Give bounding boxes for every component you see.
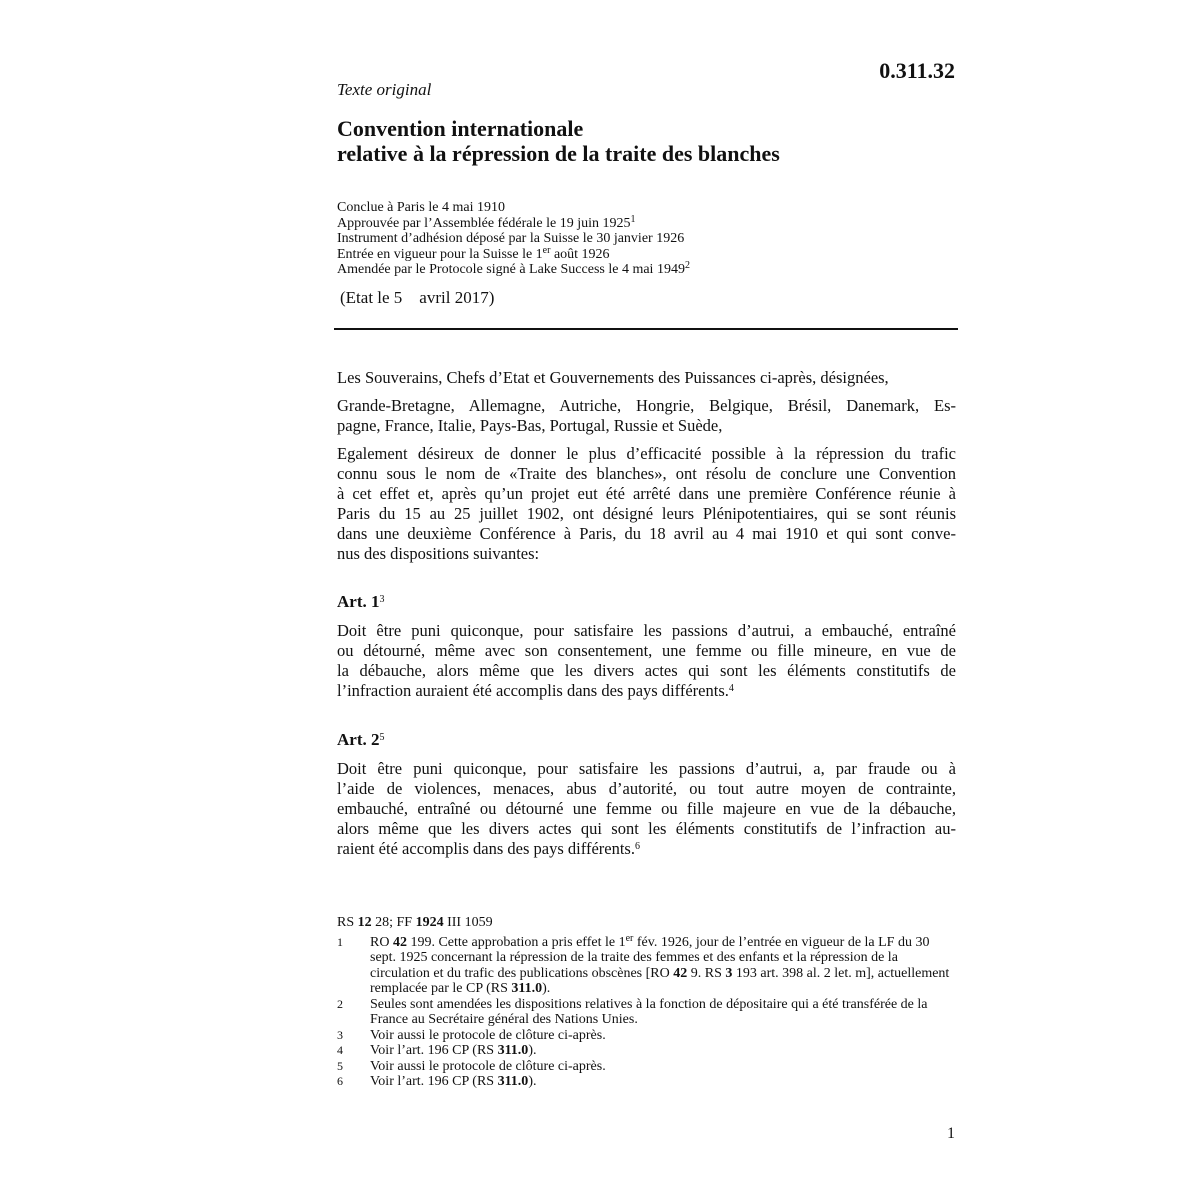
preamble-p3-line-2: connu sous le nom de «Traite des blanches», ont résolu de conclure une Convention (337, 464, 956, 483)
title-line-1: Convention internationale (337, 116, 584, 141)
footnote-2-number: 2 (337, 996, 343, 1011)
rs-bold-1: 12 (357, 915, 372, 930)
article-1-line-4-text: l’infraction auraient été accomplis dans des pays différents. (337, 681, 729, 700)
footnote-2-text: Seules sont amendées les dispositions relatives à la fonction de dépositaire qui a été transférée de la France au Secrétaire général des Nations Unies. (370, 996, 928, 1027)
article-1-line-1: Doit être puni quiconque, pour satisfaire les passions d’autrui, a embauché, entraîné (337, 621, 956, 640)
footnote-1 (337, 932, 957, 997)
article-2-line-2: l’aide de violences, menaces, abus d’autorité, ou tout autre moyen de contrainte, (337, 779, 956, 798)
article-2-heading-text: Art. 2 (337, 730, 380, 749)
meta-entry-post: août 1926 (550, 246, 610, 262)
meta-entry-into-force (337, 244, 690, 263)
footnote-6-text: Voir l’art. 196 CP (RS 311.0). (370, 1074, 537, 1089)
footnote-6 (337, 1074, 957, 1090)
footnote-5-text: Voir aussi le protocole de clôture ci-après. (370, 1058, 606, 1074)
article-2-line-5 (337, 839, 956, 859)
title-line-2: relative à la répression de la traite des blanches (337, 141, 780, 166)
document-number: 0.311.32 (879, 58, 955, 83)
article-2-line-3: embauché, entraîné ou détourné une femme ou fille majeure en vue de la débauche, (337, 799, 956, 818)
meta-approved (337, 213, 690, 232)
meta-amended (337, 262, 690, 278)
document-metadata (337, 200, 690, 278)
preamble-p2-line-1: Grande-Bretagne, Allemagne, Autriche, Hongrie, Belgique, Brésil, Danemark, Es- (337, 396, 956, 415)
footnote-ref-3[interactable]: 3 (379, 594, 385, 605)
footnote-3-text: Voir aussi le protocole de clôture ci-après. (370, 1027, 606, 1043)
document-title (337, 116, 780, 166)
meta-entry-pre: Entrée en vigueur pour la Suisse le 1 (337, 246, 543, 262)
footnote-5-number: 5 (337, 1058, 343, 1073)
footnote-rs-reference (337, 915, 957, 931)
footnote-ref-6[interactable]: 6 (634, 841, 640, 852)
meta-concluded: Conclue à Paris le 4 mai 1910 (337, 200, 505, 215)
meta-entry-sup: er (542, 244, 551, 256)
footnotes (337, 915, 957, 1090)
rs-pre: RS (337, 915, 358, 930)
meta-amended-text: Amendée par le Protocole signé à Lake Success le 4 mai 1949 (337, 262, 685, 277)
footnote-6-number: 6 (337, 1074, 343, 1088)
footnote-3 (337, 1028, 957, 1044)
preamble-paragraph-2 (337, 396, 956, 436)
preamble-paragraph-3 (337, 444, 956, 564)
footnote-4-text: Voir l’art. 196 CP (RS 311.0). (370, 1043, 537, 1058)
article-2-line-1: Doit être puni quiconque, pour satisfaire les passions d’autrui, a, par fraude ou à (337, 759, 956, 778)
meta-approved-text: Approuvée par l’Assemblée fédérale le 19 juin 1925 (337, 215, 631, 231)
footnote-ref-5[interactable]: 5 (379, 732, 385, 743)
footnote-1-text: RO 42 199. Cette approbation a pris effet le 1er fév. 1926, jour de l’entrée en vigueur de la LF du 30 sept. 1925 concernant la répression de la traite des femmes et des enfants et la répression de la circulation et du trafic des publications obscènes [RO 42 9. RS 3 193 art. 398 al. 2 let. m], actuellement remplacée par le CP (RS 311.0). (370, 932, 950, 996)
article-1-line-3: la débauche, alors même que les divers actes qui sont les éléments constitutifs de (337, 661, 956, 680)
footnote-ref-4[interactable]: 4 (728, 683, 734, 694)
article-1-heading (337, 592, 384, 612)
footnote-ref-1[interactable]: 1 (630, 213, 636, 225)
page-number: 1 (947, 1125, 955, 1142)
footnote-5 (337, 1059, 957, 1075)
preamble-p1-line: Les Souverains, Chefs d’Etat et Gouvernements des Puissances ci-après, désignées, (337, 368, 889, 387)
original-text-label: Texte original (337, 80, 432, 99)
article-1-heading-text: Art. 1 (337, 592, 380, 611)
preamble-p3-line-5: dans une deuxième Conférence à Paris, du 18 avril au 4 mai 1910 et qui sont conve- (337, 524, 956, 543)
article-1-body (337, 621, 956, 701)
article-2-heading (337, 730, 384, 750)
preamble-p3-line-3: à cet effet et, après qu’un projet eut été arrêté dans une première Conférence réunie à (337, 484, 956, 503)
header-divider (334, 328, 958, 330)
rs-bold-2: 1924 (415, 915, 444, 930)
article-1-line-4 (337, 681, 956, 701)
footnote-2 (337, 997, 957, 1028)
footnote-4 (337, 1043, 957, 1059)
article-2-line-5-text: raient été accomplis dans des pays différents. (337, 839, 635, 858)
preamble-p2-line-2: pagne, France, Italie, Pays-Bas, Portugal, Russie et Suède, (337, 416, 723, 435)
article-1-line-2: ou détourné, même avec son consentement, une femme ou fille mineure, en vue de (337, 641, 956, 660)
preamble-paragraph-1 (337, 368, 956, 388)
preamble-p3-line-1: Egalement désireux de donner le plus d’efficacité possible à la répression du trafic (337, 444, 956, 463)
footnote-ref-2[interactable]: 2 (684, 260, 690, 271)
rs-post: III 1059 (443, 915, 493, 930)
rs-mid: 28; FF (371, 915, 416, 930)
article-2-line-4: alors même que les divers actes qui sont les éléments constitutifs de l’infraction au- (337, 819, 956, 838)
footnote-1-number: 1 (337, 934, 343, 949)
article-2-body (337, 759, 956, 859)
footnote-4-number: 4 (337, 1043, 343, 1057)
footnote-3-number: 3 (337, 1027, 343, 1042)
state-date: (Etat le 5 avril 2017) (340, 288, 495, 307)
preamble-p3-line-6: nus des dispositions suivantes: (337, 544, 540, 563)
meta-instrument: Instrument d’adhésion déposé par la Suisse le 30 janvier 1926 (337, 231, 685, 246)
preamble-p3-line-4: Paris du 15 au 25 juillet 1902, ont désigné leurs Plénipotentiaires, qui se sont réunis (337, 504, 956, 523)
